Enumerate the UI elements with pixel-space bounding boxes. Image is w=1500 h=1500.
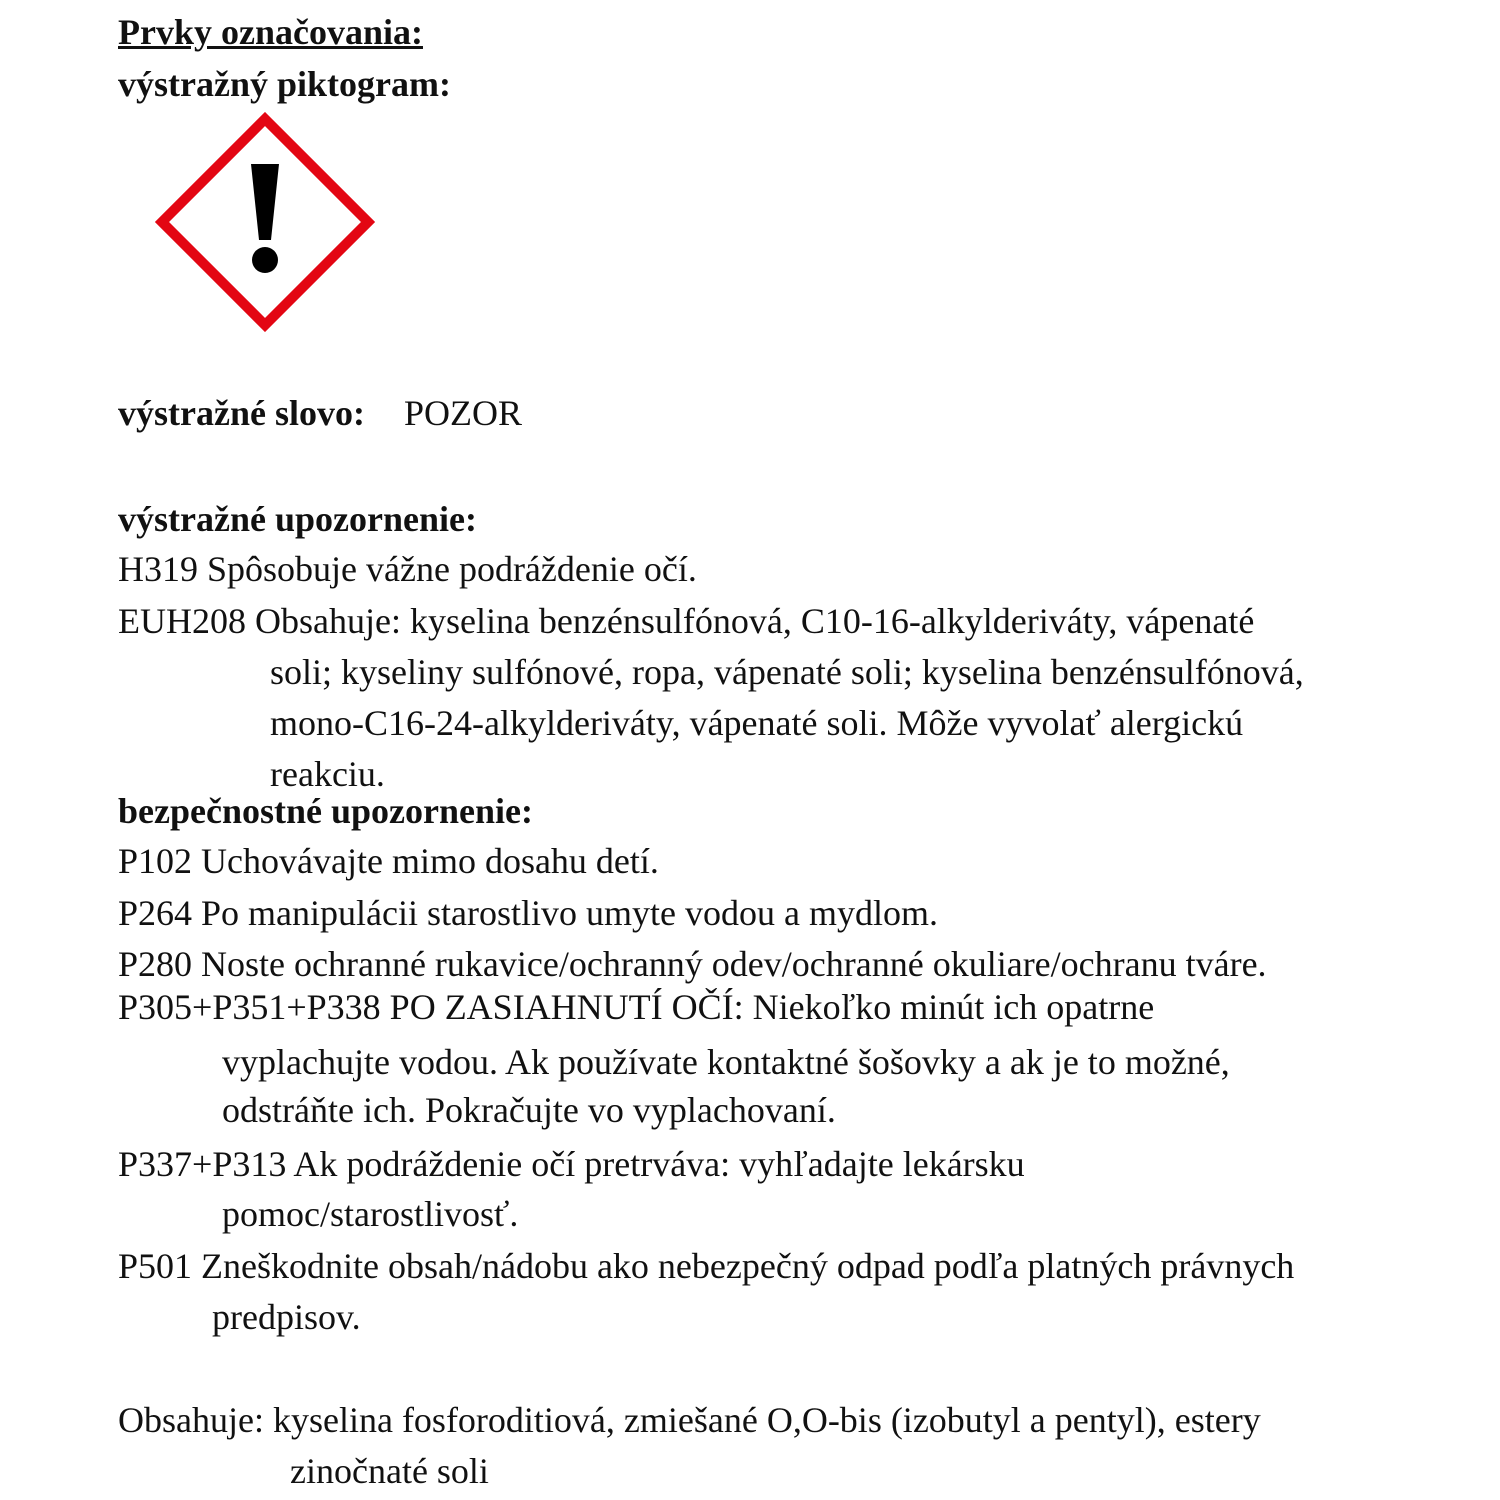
hazard-euh208-line: soli; kyseliny sulfónové, ropa, vápenaté soli; kyselina benzénsulfónová,: [270, 652, 1304, 692]
precaution-p501-line: predpisov.: [212, 1297, 361, 1337]
precaution-p305-line: vyplachujte vodou. Ak používate kontaktné šošovky a ak je to možné,: [222, 1042, 1230, 1082]
precaution-p337-line: pomoc/starostlivosť.: [222, 1194, 519, 1234]
precaution-p264: P264 Po manipulácii starostlivo umyte vodou a mydlom.: [118, 893, 938, 933]
precaution-p280: P280 Noste ochranné rukavice/ochranný odev/ochranné okuliare/ochranu tváre.: [118, 944, 1267, 984]
section-title: Prvky označovania:: [118, 12, 423, 52]
signal-word-value: POZOR: [403, 393, 522, 433]
signal-word-label: výstražné slovo:: [118, 393, 365, 433]
precaution-p305-line: P305+P351+P338 PO ZASIAHNUTÍ OČÍ: Niekoľko minút ich opatrne: [118, 987, 1155, 1027]
precaution-p305-line: odstráňte ich. Pokračujte vo vyplachovaní.: [222, 1090, 836, 1130]
contains-line: zinočnaté soli: [290, 1451, 489, 1491]
signal-word-row: [118, 387, 522, 439]
exclamation-mark-diamond-icon: [155, 112, 375, 332]
precaution-p501-line: P501 Zneškodnite obsah/nádobu ako nebezpečný odpad podľa platných právnych: [118, 1246, 1295, 1286]
hazard-euh208-line: mono-C16-24-alkylderiváty, vápenaté soli. Môže vyvolať alergickú: [270, 703, 1244, 743]
hazard-euh208-line: reakciu.: [270, 754, 385, 794]
contains-line: Obsahuje: kyselina fosforoditiová, zmiešané O,O-bis (izobutyl a pentyl), estery: [118, 1400, 1261, 1440]
hazard-h319: H319 Spôsobuje vážne podráždenie očí.: [118, 549, 697, 589]
hazard-statements-label: výstražné upozornenie:: [118, 499, 477, 539]
pictogram-label: výstražný piktogram:: [118, 64, 451, 104]
hazard-euh208-line: EUH208 Obsahuje: kyselina benzénsulfónová, C10-16-alkylderiváty, vápenaté: [118, 601, 1255, 641]
precaution-p102: P102 Uchovávajte mimo dosahu detí.: [118, 841, 659, 881]
precautionary-statements-label: bezpečnostné upozornenie:: [118, 791, 533, 831]
precaution-p337-line: P337+P313 Ak podráždenie očí pretrváva: vyhľadajte lekársku: [118, 1144, 1025, 1184]
